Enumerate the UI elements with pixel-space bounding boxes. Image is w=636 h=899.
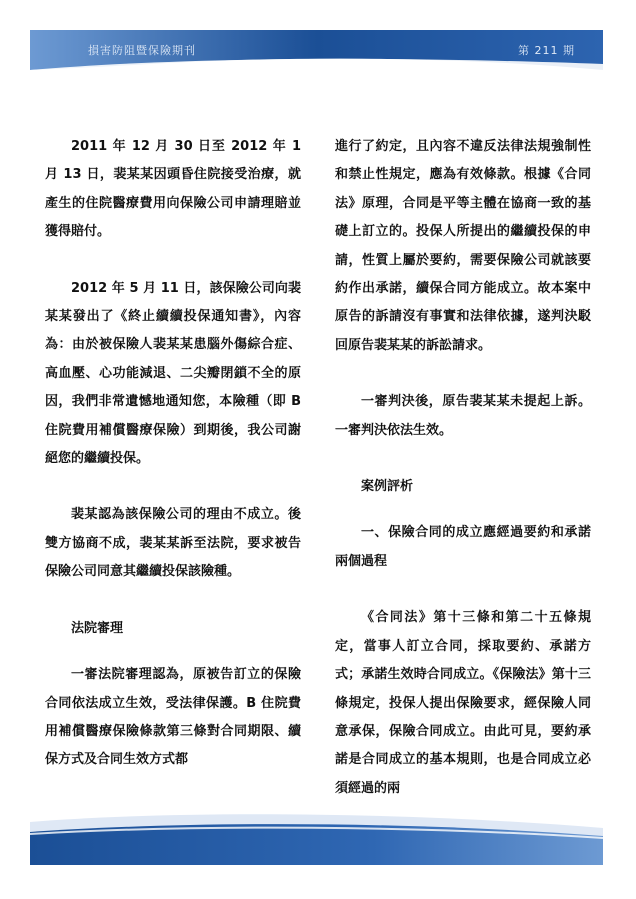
header-band [30,30,603,70]
paragraph: 裴某認為該保險公司的理由不成立。後雙方協商不成，裴某某訴至法院，要求被告保險公司同意其繼續投保該險種。 [45,507,301,580]
paragraph: 2012 年 5 月 11 日，該保險公司向裴某某發出了《終止續續投保通知書》，內容為：由於被保險人裴某某患腦外傷綜合症、高血壓、心功能減退、二尖瓣閉鎖不全的原因，我們非常遺憾地通知您，本險種（即 B 住院費用補償醫療保險）到期後，我公司謝絕您的繼續投保。 [45,280,301,467]
right-column [335,133,591,831]
paragraph: 2011 年 12 月 30 日至 2012 年 1 月 13 日，裴某某因頭昏住院接受治療，就產生的住院醫療費用向保險公司申請理賠並獲得賠付。 [45,139,301,240]
paragraph: 進行了約定，且內容不違反法律法規強制性和禁止性規定，應為有效條款。根據《合同法》原理，合同是平等主體在協商一致的基礎上訂立的。投保人所提出的繼續投保的申請，性質上屬於要約，需要保險公司就該要約作出承諾，續保合同方能成立。故本案中原告的訴請沒有事實和法律依據，遂判決駁回原告裴某某的訴訟請求。 [335,139,591,353]
section-heading: 案例評析 [361,479,414,495]
footer-band [30,810,603,865]
footer-wave-graphic [30,810,603,865]
paragraph: 《合同法》第十三條和第二十五條規定，當事人訂立合同，採取要約、承諾方式；承諾生效時合同成立。《保險法》第十三條規定，投保人提出保險要求，經保險人同意承保，保險合同成立。由此可見，要約承諾是合同成立的基本規則，也是合同成立必須經過的兩 [335,610,591,796]
paragraph: 一審判決後，原告裴某某未提起上訴。一審判決依法生效。 [335,394,591,438]
left-column [45,133,301,803]
journal-title: 損害防阻暨保險期刊 [88,44,196,57]
issue-number: 第 211 期 [518,44,575,57]
subsection-heading: 一、保險合同的成立應經過要約和承諾兩個過程 [335,525,591,569]
section-heading: 法院審理 [71,620,124,636]
paragraph: 一審法院審理認為，原被告訂立的保險合同依法成立生效，受法律保護。B 住院費用補償醫療保險條款第三條對合同期限、續保方式及合同生效方式都 [45,667,301,768]
